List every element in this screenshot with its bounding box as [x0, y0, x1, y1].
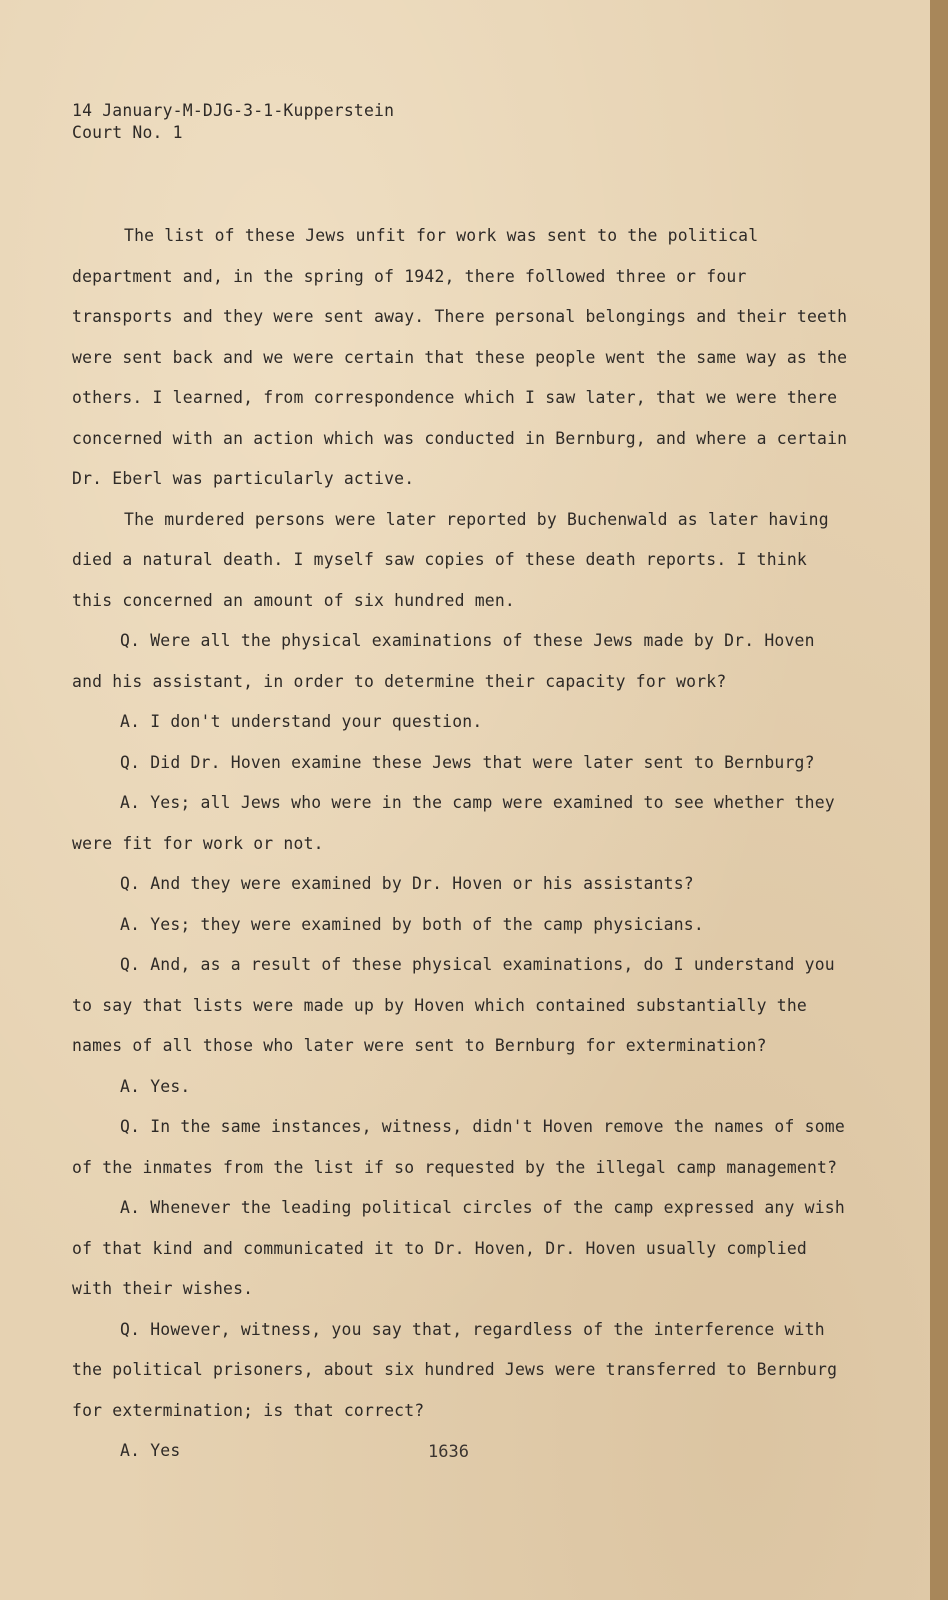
transcript-text: [72, 216, 852, 1472]
question-paragraph: Q. Were all the physical examinations of these Jews made by Dr. Hoven and his assistant, in order to determine their capacity for work?: [72, 631, 815, 691]
question-paragraph: Q. In the same instances, witness, didn't Hoven remove the names of some of the inmates from the list if so requested by the illegal camp management?: [72, 1117, 845, 1177]
answer-paragraph: A. Yes: [120, 1441, 181, 1460]
question-paragraph: Q. Did Dr. Hoven examine these Jews that were later sent to Bernburg?: [120, 752, 815, 772]
answer-paragraph: A. Whenever the leading political circles of the camp expressed any wish of that kind and communicated it to Dr. Hoven, Dr. Hoven usually complied with their wishes.: [72, 1198, 845, 1298]
question-paragraph: Q. And they were examined by Dr. Hoven or his assistants?: [120, 874, 694, 893]
narrative-paragraph: The list of these Jews unfit for work was sent to the political department and, in the spring of 1942, there followed three or four transports and they were sent away. There personal belongings and their teeth were sent back and we were certain that these people went the same way as the others. I learned, from correspondence which I saw later, that we were there concerned with an action which was conducted in Bernburg, and where a certain Dr. Eberl was particularly active.: [72, 226, 848, 488]
narrative-paragraph: The murdered persons were later reported by Buchenwald as later having died a natural death. I myself saw copies of these death reports. I think this concerned an amount of six hundred men.: [72, 509, 829, 610]
question-paragraph: Q. And, as a result of these physical examinations, do I understand you to say that lists were made up by Hoven which contained substantially the names of all those who later were sent to Bernburg for extermination?: [72, 955, 835, 1055]
answer-paragraph: A. Yes; all Jews who were in the camp were examined to see whether they were fit for work or not.: [72, 793, 835, 853]
answer-paragraph: A. I don't understand your question.: [120, 712, 483, 731]
transcript-body: [72, 100, 852, 1472]
answer-paragraph: A. Yes; they were examined by both of the camp physicians.: [120, 914, 704, 934]
answer-paragraph: A. Yes.: [120, 1076, 191, 1096]
page-number: 1636: [428, 1442, 469, 1462]
page-edge: [930, 0, 948, 1600]
question-paragraph: Q. However, witness, you say that, regardless of the interference with the political prisoners, about six hundred Jews were transferred to Bernburg for extermination; is that correct?: [72, 1319, 838, 1420]
court-number: Court No. 1: [72, 123, 183, 142]
document-reference: 14 January-M-DJG-3-1-Kupperstein: [72, 101, 395, 120]
